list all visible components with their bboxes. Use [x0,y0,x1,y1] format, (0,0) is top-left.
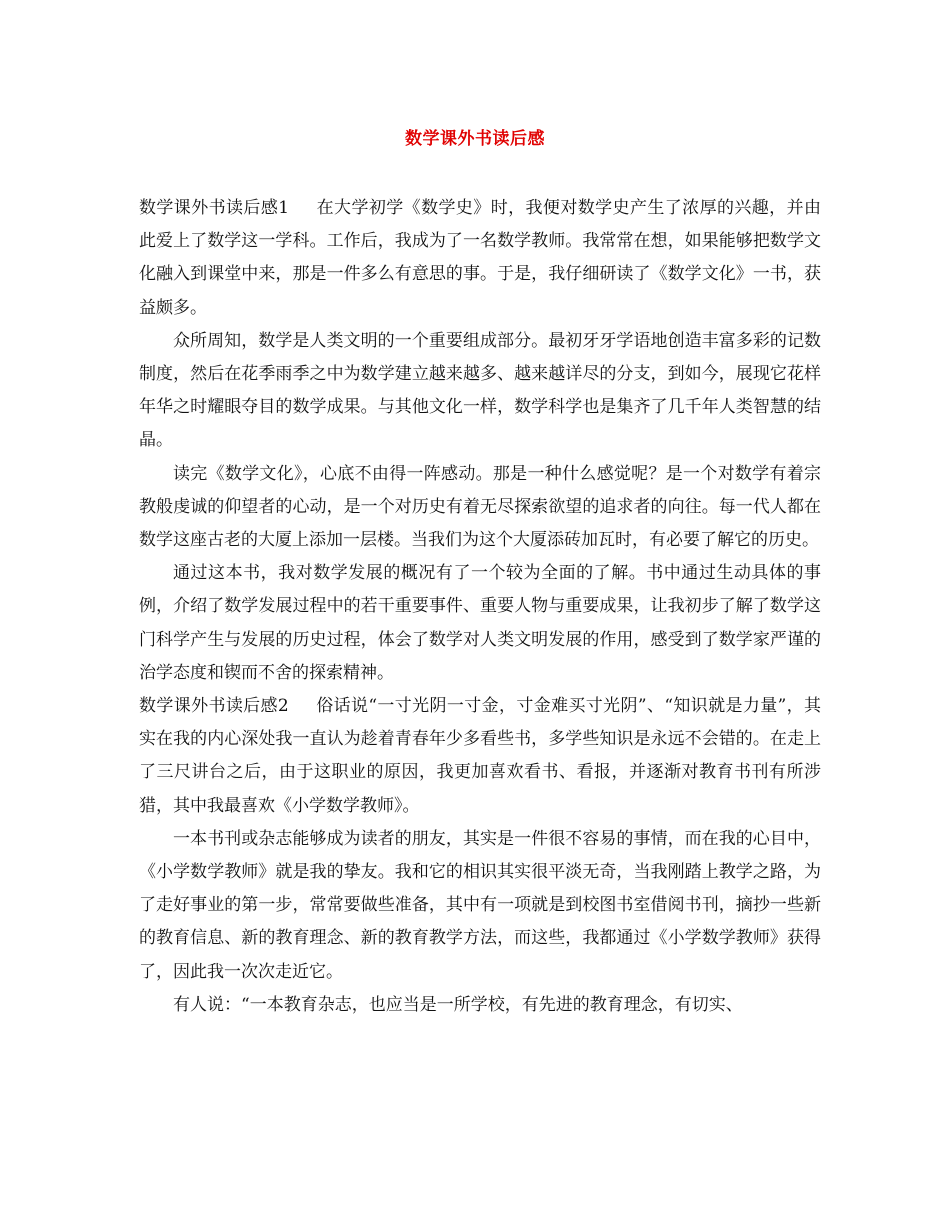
paragraph-6: 一本书刊或杂志能够成为读者的朋友，其实是一件很不容易的事情，而在我的心目中，《小学数学教师》就是我的挚友。我和它的相识其实很平淡无奇，当我刚踏上教学之路，为了走好事业的第一步，常常要做些准备，其中有一项就是到校图书室借阅书刊，摘抄一些新的教育信息、新的教育理念、新的教育教学方法，而这些，我都通过《小学数学教师》获得了，因此我一次次走近它。 [139,828,821,982]
paragraph-7: 有人说：“一本教育杂志，也应当是一所学校，有先进的教育理念，有切实、 [173,994,743,1015]
document-body [139,192,821,1022]
paragraph-2: 众所周知，数学是人类文明的一个重要组成部分。最初牙牙学语地创造丰富多彩的记数制度，然后在花季雨季之中为数学建立越来越多、越来越详尽的分支，到如今，展现它花样年华之时耀眼夺目的数学成果。与其他文化一样，数学科学也是集齐了几千年人类智慧的结晶。 [139,330,821,451]
paragraph-4: 通过这本书，我对数学发展的概况有了一个较为全面的了解。书中通过生动具体的事例，介绍了数学发展过程中的若干重要事件、重要人物与重要成果，让我初步了解了数学这门科学产生与发展的历史过程，体会了数学对人类文明发展的作用，感受到了数学家严谨的治学态度和锲而不舍的探索精神。 [139,563,821,683]
paragraph-text: 在大学初学《数学史》时，我便对数学史产生了浓厚的兴趣，并由此爱上了数学这一学科。工作后，我成为了一名数学教师。我常常在想，如果能够把数学文化融入到课堂中来，那是一件多么有意思的事。于是，我仔细研读了《数学文化》一书，获益颇多。 [139,198,821,318]
section-heading-1: 数学课外书读后感1 [139,198,290,218]
paragraph-3: 读完《数学文化》，心底不由得一阵感动。那是一种什么感觉呢？是一个对数学有着宗教般虔诚的仰望者的心动，是一个对历史有着无尽探索欲望的追求者的向往。每一代人都在数学这座古老的大厦上添加一层楼。当我们为这个大厦添砖加瓦时，有必要了解它的历史。 [139,463,821,551]
paragraph-5 [139,690,821,823]
document-title: 数学课外书读后感 [405,129,545,149]
section-heading-2: 数学课外书读后感2 [139,696,289,717]
paragraph-text: 俗话说“一寸光阴一寸金，寸金难买寸光阴”、“知识就是力量”，其实在我的内心深处我一直认为趁着青春年少多看些书，多学些知识是永远不会错的。在走上了三尺讲台之后，由于这职业的原因，我更加喜欢看书、看报，并逐渐对教育书刊有所涉猎，其中我最喜欢《小学数学教师》。 [139,696,821,816]
paragraph-1 [139,192,821,325]
